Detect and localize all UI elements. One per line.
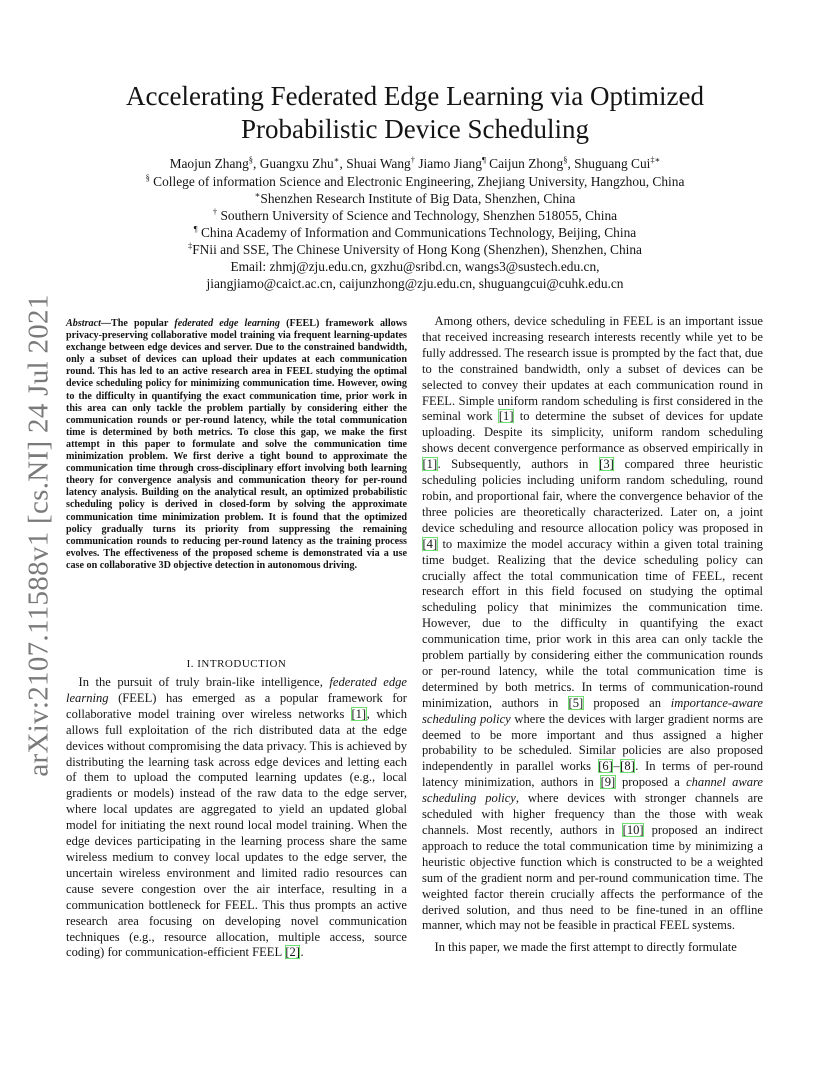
citation-link[interactable]: [8]: [620, 759, 635, 774]
right-column: [422, 314, 763, 956]
email-line: Email: zhmj@zju.edu.cn, gxzhu@sribd.cn, wangs3@sustech.edu.cn,: [230, 259, 600, 274]
text-run: –: [613, 759, 620, 774]
affiliation-line: [80, 173, 750, 190]
affiliation-text: China Academy of Information and Communications Technology, Beijing, China: [197, 225, 637, 240]
affiliation-line: [80, 190, 750, 207]
abstract-emphasis: federated edge learning: [174, 318, 280, 329]
affiliation-mark: †: [410, 154, 415, 165]
citation-link[interactable]: [1]: [498, 409, 514, 424]
affiliation-mark: ∗: [254, 189, 261, 200]
citation-link[interactable]: [6]: [598, 759, 613, 774]
abstract-label: Abstract: [66, 318, 101, 329]
paragraph: [66, 675, 407, 961]
text-run: compared three heuristic scheduling policies including uniform random scheduling, round robin, and proportional fair, where the convergence behavior of the three policies are theoretically characterized. Later on, a joint device scheduling and resource allocation policy was proposed in: [422, 457, 764, 535]
affiliation-mark: ‡∗: [650, 154, 661, 165]
affiliation-line: [80, 241, 750, 258]
citation-link[interactable]: [3]: [599, 457, 614, 472]
text-run: Among others, device scheduling in FEEL is an important issue that received increasing research interests recently while yet to be fully addressed. The research issue is prompted by the fact that, due to the constrained bandwidth, only a subset of devices can be selected to convey their updates at each communication round in FEEL. Simple uniform random scheduling is first considered in the seminal work: [422, 314, 763, 424]
text-run: In the pursuit of truly brain-like intelligence,: [78, 675, 330, 689]
author-name: Caijun Zhong: [485, 156, 564, 171]
affiliation-mark: ‡: [187, 240, 193, 251]
emphasis: importance-aware scheduling policy: [422, 695, 763, 726]
title-line-1: Accelerating Federated Edge Learning via Optimized: [126, 81, 704, 111]
paragraph: [422, 314, 763, 934]
affiliation-text: Southern University of Science and Technology, Shenzhen 518055, China: [217, 208, 618, 223]
paragraph: [422, 940, 763, 956]
text-run: , where devices with stronger channels are scheduled with higher frequency than the those with weak channels. Most recently, authors in: [422, 791, 763, 837]
paper-title: [95, 80, 735, 146]
author-name: , Shuai Wang: [339, 156, 411, 171]
author-name: , Guangxu Zhu: [253, 156, 334, 171]
section-heading: I. INTRODUCTION: [186, 658, 287, 670]
author-name: Jiamo Jiang: [415, 156, 482, 171]
affiliation-mark: §: [563, 154, 568, 165]
affiliation-mark: §: [145, 172, 150, 183]
arxiv-identifier-stamp: [14, 293, 64, 777]
affiliation-line: [80, 207, 750, 224]
text-run: where the devices with larger gradient norms are deemed to be more important and thus assigned a higher probability to be scheduled. Similar policies are also proposed independently in parallel works: [422, 711, 763, 774]
affiliation-mark: ∗: [333, 154, 340, 165]
text-run: proposed an: [583, 695, 671, 710]
affiliation-mark: ¶: [481, 154, 486, 165]
text-run: (FEEL) has emerged as a popular framework for collaborative model training over wireless networks: [66, 690, 407, 721]
affiliation-text: Shenzhen Research Institute of Big Data, Shenzhen, China: [260, 191, 576, 206]
affiliation-text: College of information Science and Electronic Engineering, Zhejiang University, Hangzhou, China: [149, 174, 685, 189]
text-run: proposed an indirect approach to reduce the total communication time by minimizing a heuristic objective function which is constructed to be a weighted sum of the gradient norm and per-round communication time. The weighted factor therein crucially affects the performance of the derived solution, and thus need to be fine-tuned in an offline manner, which may not be feasible in practical FEEL systems.: [422, 823, 763, 933]
citation-link[interactable]: [1]: [422, 457, 438, 472]
author-name: , Shuguang Cui: [567, 156, 651, 171]
citation-link[interactable]: [4]: [422, 536, 438, 551]
affiliation-text: FNii and SSE, The Chinese University of Hong Kong (Shenzhen), Shenzhen, China: [192, 242, 643, 257]
text-run: .: [300, 945, 304, 960]
affiliation-mark: †: [212, 206, 218, 217]
citation-link[interactable]: [10]: [622, 823, 644, 837]
arxiv-id-text: arXiv:2107.11588v1 [cs.NI] 24 Jul 2021: [22, 293, 55, 777]
author-name: Maojun Zhang: [169, 156, 249, 171]
text-run: . In terms of per-round latency minimization, authors in: [422, 759, 764, 790]
abstract-text: —The popular: [100, 318, 175, 329]
author-names: [80, 155, 750, 172]
affiliation-mark: §: [248, 154, 254, 165]
text-run: . Subsequently, authors in: [437, 457, 599, 472]
text-run: to determine the subset of devices for update uploading. Despite its simplicity, uniform random scheduling shows decent convergence performance as observed empirically in: [422, 409, 763, 456]
citation-link[interactable]: [9]: [600, 775, 616, 790]
emphasis: federated edge learning: [66, 675, 407, 705]
affiliation-line: [80, 224, 750, 241]
text-run: proposed a: [615, 775, 687, 790]
text-run: In this paper, we made the first attempt to directly formulate: [434, 940, 737, 955]
citation-link[interactable]: [1]: [351, 706, 367, 721]
title-line-2: Probabilistic Device Scheduling: [241, 114, 589, 144]
abstract: [66, 318, 407, 572]
author-block: [80, 155, 750, 292]
citation-link[interactable]: [5]: [568, 695, 584, 710]
abstract-text: (FEEL) framework allows privacy-preserving collaborative model training via frequent learning-updates exchange between edge devices and server. Due to the constrained bandwidth, only a subset of devices can upload their updates at each communication round. This has led to an active research area in FEEL studying the optimal device scheduling policy for minimizing communication time. However, owing to the difficulty in quantifying the exact communication time, prior work in this area can only tackle the problem partially by considering either the communication rounds or per-round latency, while the total communication time is determined by both metrics. To close this gap, we make the first attempt in this paper to formulate and solve the communication time minimization problem. We first derive a tight bound to approximate the communication time through cross-disciplinary effort involving both learning theory for convergence analysis and communication theory for per-round latency analysis. Building on the analytical result, an optimized probabilistic scheduling policy is derived in closed-form by solving the approximate communication time minimization problem. It is found that the optimized policy gradually turns its priority from suppressing the remaining communication rounds to reducing per-round latency as the training process evolves. The effectiveness of the proposed scheme is demonstrated via a use case on collaborative 3D objective detection in autonomous driving.: [66, 318, 407, 571]
emphasis: channel aware scheduling policy: [422, 775, 763, 806]
introduction-column: [66, 675, 407, 961]
affiliation-mark: ¶: [193, 223, 198, 234]
text-run: to maximize the model accuracy within a given total training time budget. Realizing that the device scheduling policy can crucially affect the total communication time of FEEL, recent research effort in this field focused on studying the optimal scheduling policy that minimizes the communication time. However, due to the difficulty in quantifying the exact communication time, prior work in this area can only tackle the problem partially by considering either the communication rounds or per-round latency, while the total communication time is determined by both metrics. In terms of communication-round minimization, authors in: [422, 536, 763, 710]
email-line: jiangjiamo@caict.ac.cn, caijunzhong@zju.edu.cn, shuguangcui@cuhk.edu.cn: [206, 276, 624, 291]
text-run: , which allows full exploitation of the rich distributed data at the edge devices without compromising the data privacy. This is achieved by distributing the learning task across edge devices and letting each of them to upload the computed learning updates (e.g., local gradients or models) instead of the raw data to the edge server, where local updates are aggregated to yield an updated global model for initiating the next round local model training. When the edge devices participating in the learning process share the same wireless medium to convey local updates to the edge server, the uncertain wireless environment and limited radio resources can cause severe congestion over the air interface, resulting in a communication bottleneck for FEEL. This thus prompts an active research area focusing on developing novel communication techniques (e.g., resource allocation, multiple access, source coding) for communication-efficient FEEL: [66, 706, 408, 960]
citation-link[interactable]: [2]: [285, 945, 300, 960]
